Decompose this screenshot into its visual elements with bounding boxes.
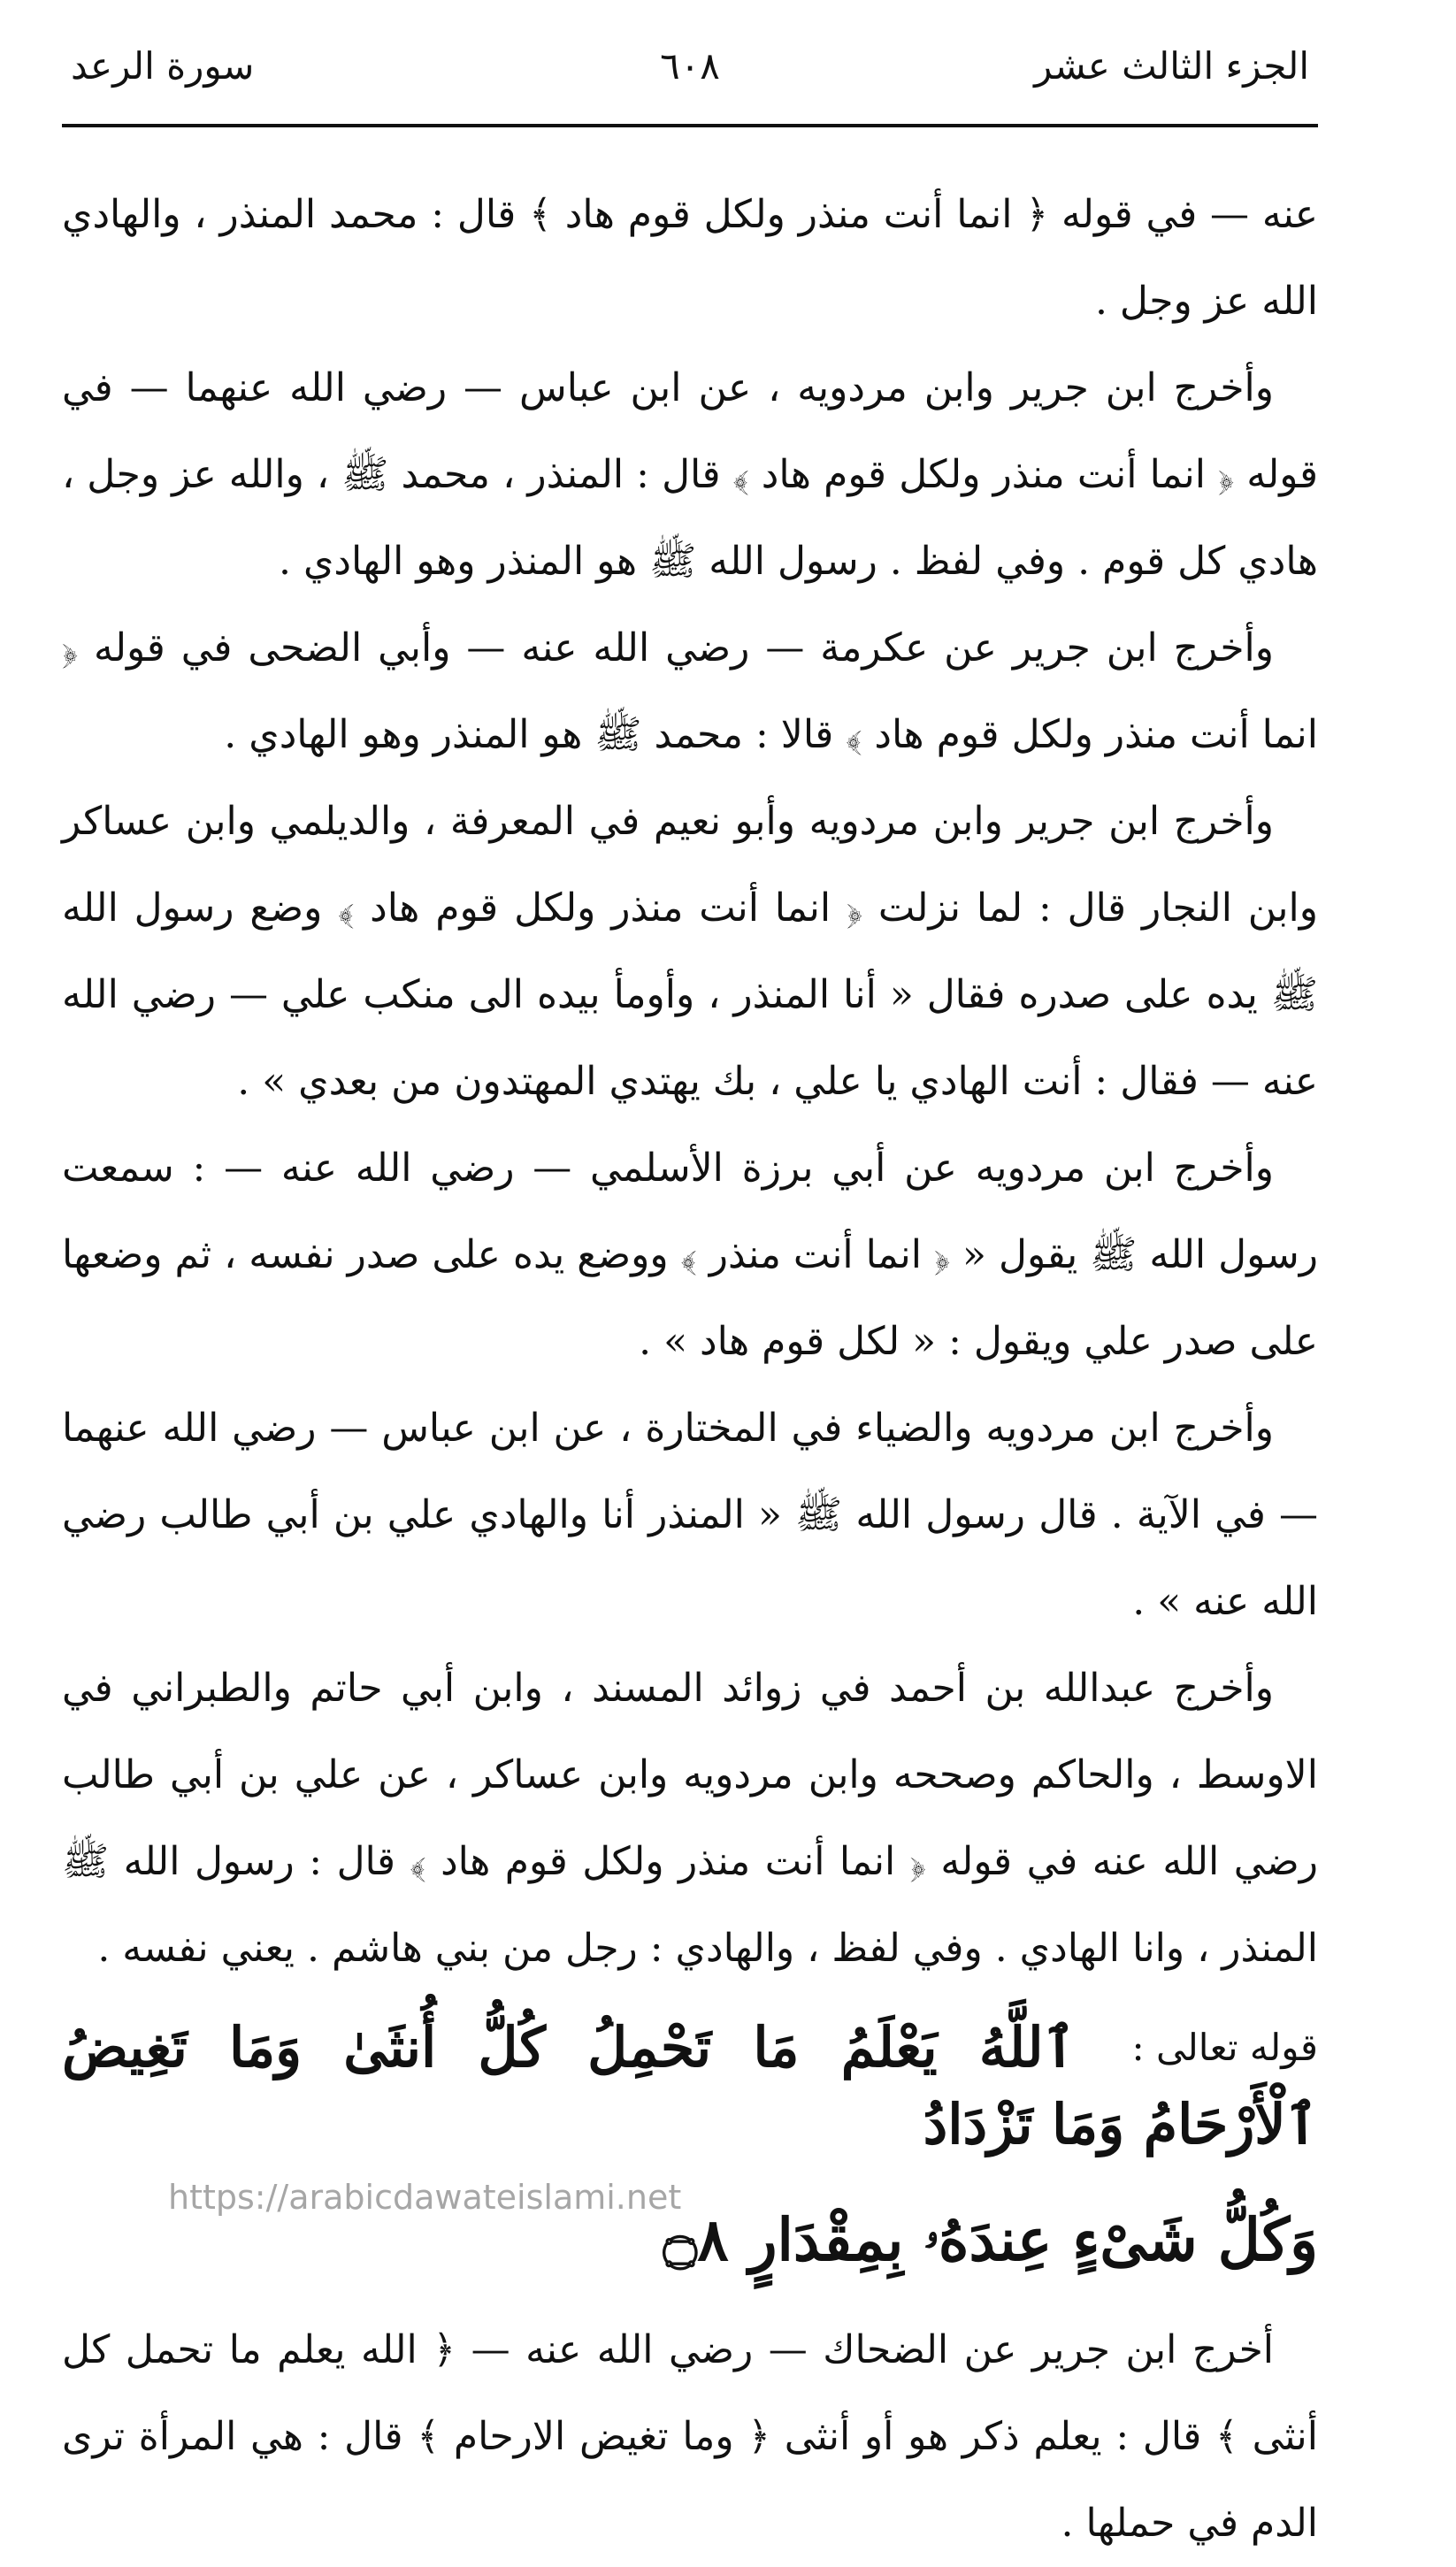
part-title: الجزء الثالث عشر [1034,44,1309,88]
paragraph: وأخرج ابن جرير وابن مردويه ، عن ابن عباس — رضي الله عنهما — في قوله ﴿ انما أنت منذر ولكل قوم هاد ﴾ قال : المنذر ، محمد ﷺ ، والله عز وجل ، هادي كل قوم . وفي لفظ . رسول الله ﷺ هو المنذر وهو الهادي . [62,365,1318,584]
book-page [62,35,1318,2546]
page-number: ٦٠٨ [660,44,720,88]
watermark-url: https://arabicdawateislami.net [168,2178,682,2217]
verse-intro: قوله تعالى : [1131,2026,1318,2069]
paragraph: وأخرج ابن جرير وابن مردويه وأبو نعيم في المعرفة ، والديلمي وابن عساكر وابن النجار قال : لما نزلت ﴿ انما أنت منذر ولكل قوم هاد ﴾ وضع رسول الله ﷺ يده على صدره فقال « أنا المنذر ، وأومأ بيده الى منكب علي — رضي الله عنه — فقال : أنت الهادي يا علي ، بك يهتدي المهتدون من بعدي » . [62,799,1318,1104]
page-header [62,35,1318,127]
paragraph: وأخرج ابن مردويه والضياء في المختارة ، عن ابن عباس — رضي الله عنهما — في الآية . قال رسول الله ﷺ « المنذر أنا والهادي علي بن أبي طالب رضي الله عنه » . [62,1406,1318,1624]
paragraph: وأخرج عبدالله بن أحمد في زوائد المسند ، وابن أبي حاتم والطبراني في الاوسط ، والحاكم وصححه وابن مردويه وابن عساكر ، عن علي بن أبي طالب رضي الله عنه في قوله ﴿ انما أنت منذر ولكل قوم هاد ﴾ قال : رسول الله ﷺ المنذر ، وانا الهادي . وفي لفظ ، والهادي : رجل من بني هاشم . يعني نفسه . [62,1666,1318,1971]
quran-verse-block [62,2010,1318,2280]
verse-line-2: وَكُلُّ شَىْءٍ عِندَهُۥ بِمِقْدَارٍ ۝٨ [663,2204,1318,2274]
surah-title: سورة الرعد [71,44,255,88]
paragraph: أخرج ابن جرير عن الضحاك — رضي الله عنه — ﴿ الله يعلم ما تحمل كل أنثى ﴾ قال : يعلم ذكر هو أو أنثى ﴿ وما تغيض الارحام ﴾ قال : هي المرأة ترى الدم في حملها . [62,2326,1318,2546]
paragraph: وأخرج ابن مردويه عن أبي برزة الأسلمي — رضي الله عنه — : سمعت رسول الله ﷺ يقول « ﴿ انما أنت منذر ﴾ ووضع يده على صدر نفسه ، ثم وضعها على صدر علي ويقول : « لكل قوم هاد » . [62,1146,1318,1364]
paragraph: وأخرج ابن جرير عن عكرمة — رضي الله عنه — وأبي الضحى في قوله ﴿ انما أنت منذر ولكل قوم هاد ﴾ قالا : محمد ﷺ هو المنذر وهو الهادي . [62,625,1318,757]
paragraph: عنه — في قوله ﴿ انما أنت منذر ولكل قوم هاد ﴾ قال : محمد المنذر ، والهادي الله عز وجل . [62,192,1318,324]
verse-line-1: ٱللَّهُ يَعْلَمُ مَا تَحْمِلُ كُلُّ أُنثَىٰ وَمَا تَغِيضُ ٱلْأَرْحَامُ وَمَا تَزْدَادُ [62,2015,1318,2157]
